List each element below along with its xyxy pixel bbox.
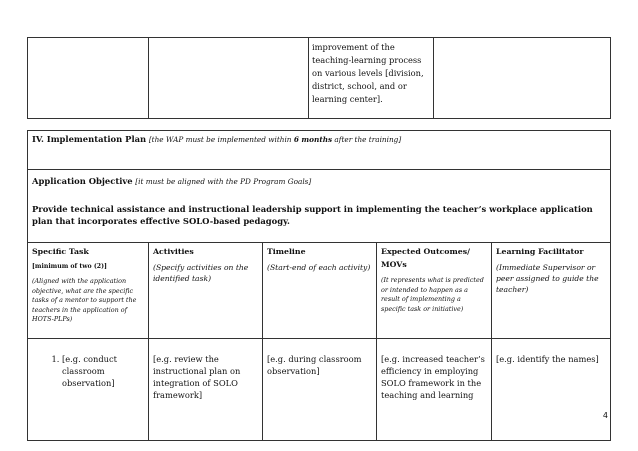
row1-facilitator: [e.g. identify the names]	[492, 339, 611, 441]
page-number: 4	[602, 411, 608, 420]
col-expected-outcomes	[377, 243, 492, 339]
row1-task	[28, 339, 149, 441]
row1-outcome: [e.g. increased teacher’s efficiency in employing SOLO framework in the teaching and learning	[377, 339, 492, 441]
section-heading-cell	[28, 131, 611, 170]
top-cell-3-text: improvement of the teaching-learning process on various levels [division, district, school, and or learning center].	[312, 42, 424, 104]
objective-label: Application Objective	[32, 176, 133, 186]
row1-task-text: 1. [e.g. conduct classroom observation]	[62, 353, 144, 389]
objective-cell	[28, 170, 611, 243]
col-specific-task	[28, 243, 149, 339]
top-cell-3	[309, 38, 434, 119]
col-specific-task-sub: [minimum of two (2)]	[32, 263, 107, 270]
col-specific-task-title: Specific Task	[32, 247, 89, 256]
col-activities-note: (Specify activities on the identified task)	[153, 263, 249, 283]
col-expected-outcomes-title2: MOVs	[381, 260, 407, 269]
top-table	[27, 37, 611, 119]
col-specific-task-note: (Aligned with the application objective, what are the specific tasks of a mentor to support the teachers in the application of HOTS-PLPs)	[32, 277, 137, 323]
col-timeline-title: Timeline	[267, 247, 306, 256]
section-title: IV. Implementation Plan	[32, 134, 147, 144]
col-learning-facilitator-title: Learning Facilitator	[496, 247, 584, 256]
col-timeline	[263, 243, 377, 339]
top-cell-1	[28, 38, 149, 119]
objective-note: [it must be aligned with the PD Program Goals]	[135, 177, 312, 186]
col-expected-outcomes-title: Expected Outcomes/	[381, 247, 470, 256]
table-row	[28, 339, 611, 441]
col-learning-facilitator	[492, 243, 611, 339]
row1-timeline: [e.g. during classroom observation]	[263, 339, 377, 441]
col-activities-title: Activities	[153, 247, 194, 256]
col-expected-outcomes-note: (It represents what is predicted or intended to happen as a result of implementing a specific task or initiative)	[381, 276, 484, 313]
col-timeline-note: (Start-end of each activity)	[267, 263, 371, 272]
objective-text: Provide technical assistance and instructional leadership support in implementing the teacher’s workplace application plan that incorporates effective SOLO-based pedagogy.	[32, 204, 593, 226]
implementation-plan-table	[27, 130, 611, 441]
row1-activity: [e.g. review the instructional plan on integration of SOLO framework]	[149, 339, 263, 441]
section-note: [the WAP must be implemented within 6 months after the training]	[148, 135, 402, 144]
col-activities	[149, 243, 263, 339]
col-learning-facilitator-note: (Immediate Supervisor or peer assigned to guide the teacher)	[496, 263, 599, 294]
top-cell-2	[149, 38, 309, 119]
top-cell-4	[434, 38, 611, 119]
